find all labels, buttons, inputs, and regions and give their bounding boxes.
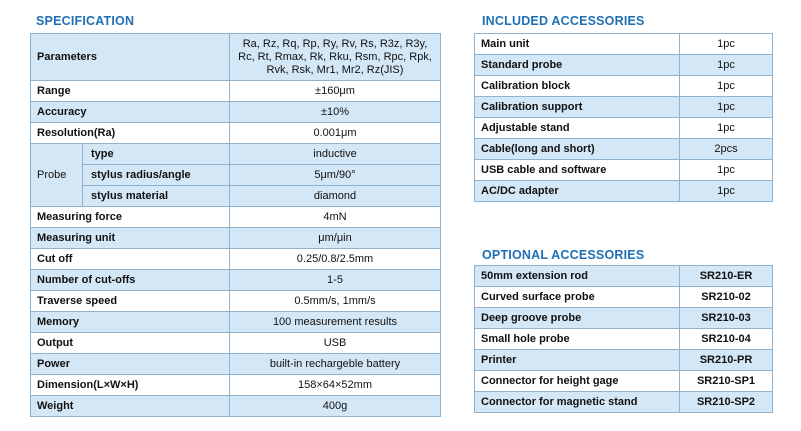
spec-value: ±10% (230, 102, 441, 123)
spec-value: 158×64×52mm (230, 375, 441, 396)
option-label: Small hole probe (475, 329, 680, 350)
spec-value: 0.001μm (230, 123, 441, 144)
spec-label: Traverse speed (31, 291, 230, 312)
spec-label: Measuring unit (31, 228, 230, 249)
option-code: SR210-02 (680, 287, 773, 308)
table-row (475, 139, 773, 160)
table-row (31, 144, 441, 165)
probe-label: Probe (31, 144, 83, 207)
table-row (31, 291, 441, 312)
table-row (31, 249, 441, 270)
table-row (31, 34, 441, 81)
accessory-qty: 1pc (680, 118, 773, 139)
table-row (31, 165, 441, 186)
accessory-label: Calibration block (475, 76, 680, 97)
table-row (31, 228, 441, 249)
table-row (475, 97, 773, 118)
table-row (31, 354, 441, 375)
specification-table (30, 33, 441, 417)
spec-value: built-in rechargeble battery (230, 354, 441, 375)
accessory-label: USB cable and software (475, 160, 680, 181)
table-row (475, 160, 773, 181)
option-code: SR210-03 (680, 308, 773, 329)
spec-label: Resolution(Ra) (31, 123, 230, 144)
table-row (31, 312, 441, 333)
table-row (475, 34, 773, 55)
option-label: Curved surface probe (475, 287, 680, 308)
spec-value: ±160μm (230, 81, 441, 102)
specification-title: SPECIFICATION (36, 14, 135, 28)
accessory-qty: 1pc (680, 97, 773, 118)
option-code: SR210-PR (680, 350, 773, 371)
option-label: Deep groove probe (475, 308, 680, 329)
spec-value: 0.5mm/s, 1mm/s (230, 291, 441, 312)
parameters-line: Ra, Rz, Rq, Rp, Ry, Rv, Rs, R3z, R3y, (242, 37, 428, 50)
accessory-label: Cable(long and short) (475, 139, 680, 160)
option-label: Printer (475, 350, 680, 371)
table-row (475, 118, 773, 139)
probe-sub-label: stylus material (83, 186, 230, 207)
accessory-qty: 1pc (680, 34, 773, 55)
parameters-line: Rc, Rt, Rmax, Rk, Rku, Rsm, Rpc, Rpk, (238, 50, 432, 63)
probe-sub-label: type (83, 144, 230, 165)
probe-sub-label: stylus radius/angle (83, 165, 230, 186)
accessory-label: AC/DC adapter (475, 181, 680, 202)
table-row (475, 329, 773, 350)
table-row (475, 76, 773, 97)
spec-label: Cut off (31, 249, 230, 270)
accessory-label: Standard probe (475, 55, 680, 76)
spec-label: Number of cut-offs (31, 270, 230, 291)
table-row (475, 287, 773, 308)
spec-label: Weight (31, 396, 230, 417)
accessory-label: Main unit (475, 34, 680, 55)
spec-value: USB (230, 333, 441, 354)
spec-label: Accuracy (31, 102, 230, 123)
parameters-value (230, 34, 441, 81)
table-row (475, 308, 773, 329)
option-code: SR210-04 (680, 329, 773, 350)
spec-label: Range (31, 81, 230, 102)
parameters-line: Rvk, Rsk, Mr1, Mr2, Rz(JIS) (266, 63, 404, 76)
table-row (475, 371, 773, 392)
spec-value: 400g (230, 396, 441, 417)
spec-label: Dimension(L×W×H) (31, 375, 230, 396)
option-label: Connector for height gage (475, 371, 680, 392)
table-row (31, 81, 441, 102)
table-row (475, 55, 773, 76)
spec-label: Memory (31, 312, 230, 333)
accessory-qty: 1pc (680, 76, 773, 97)
spec-label: Output (31, 333, 230, 354)
spec-label: Parameters (31, 34, 230, 81)
table-row (31, 270, 441, 291)
option-code: SR210-SP1 (680, 371, 773, 392)
optional-accessories-table (474, 265, 773, 413)
table-row (475, 266, 773, 287)
table-row (475, 181, 773, 202)
option-code: SR210-SP2 (680, 392, 773, 413)
accessory-label: Calibration support (475, 97, 680, 118)
accessory-qty: 1pc (680, 160, 773, 181)
accessory-qty: 1pc (680, 55, 773, 76)
table-row (31, 123, 441, 144)
included-accessories-table (474, 33, 773, 202)
spec-value: 5μm/90° (230, 165, 441, 186)
option-code: SR210-ER (680, 266, 773, 287)
table-row (31, 186, 441, 207)
spec-value: μm/μin (230, 228, 441, 249)
table-row (475, 350, 773, 371)
spec-label: Power (31, 354, 230, 375)
optional-accessories-title: OPTIONAL ACCESSORIES (482, 248, 645, 262)
option-label: Connector for magnetic stand (475, 392, 680, 413)
option-label: 50mm extension rod (475, 266, 680, 287)
table-row (31, 207, 441, 228)
table-row (31, 396, 441, 417)
included-accessories-title: INCLUDED ACCESSORIES (482, 14, 645, 28)
spec-value: diamond (230, 186, 441, 207)
accessory-qty: 2pcs (680, 139, 773, 160)
spec-value: 1-5 (230, 270, 441, 291)
spec-value: 4mN (230, 207, 441, 228)
spec-value: inductive (230, 144, 441, 165)
accessory-label: Adjustable stand (475, 118, 680, 139)
accessory-qty: 1pc (680, 181, 773, 202)
spec-value: 100 measurement results (230, 312, 441, 333)
spec-value: 0.25/0.8/2.5mm (230, 249, 441, 270)
table-row (31, 375, 441, 396)
table-row (31, 102, 441, 123)
spec-label: Measuring force (31, 207, 230, 228)
table-row (475, 392, 773, 413)
table-row (31, 333, 441, 354)
